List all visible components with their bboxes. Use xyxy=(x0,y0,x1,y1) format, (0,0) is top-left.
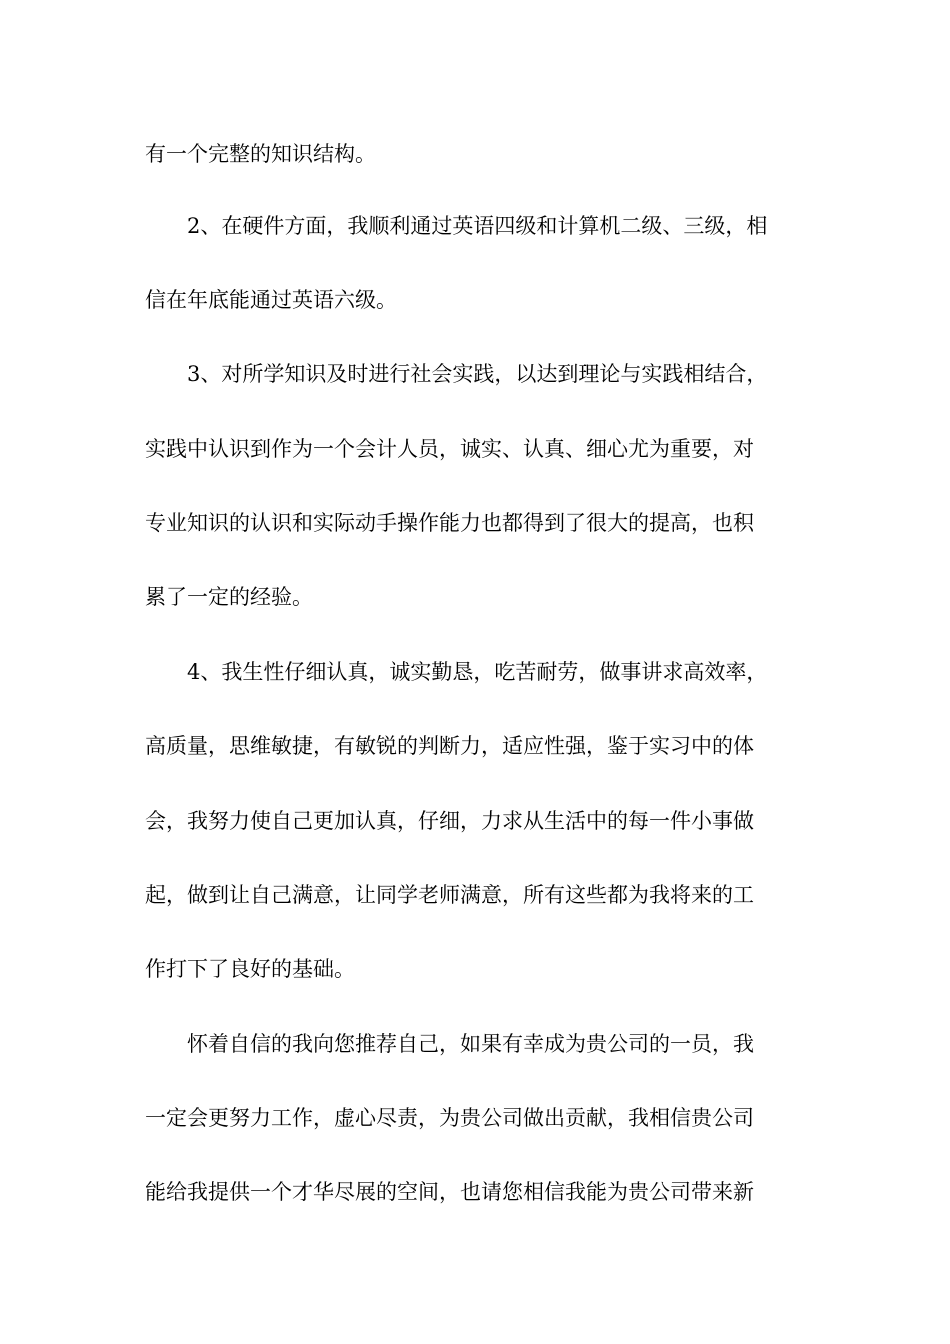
text-line-3: 信在年底能通过英语六级。 xyxy=(145,288,397,312)
text-line-14: 一定会更努力工作，虚心尽责，为贵公司做出贡献，我相信贵公司 xyxy=(145,1106,754,1130)
text-line-2: 2、在硬件方面，我顺利通过英语四级和计算机二级、三级，相 xyxy=(187,214,768,238)
text-line-15: 能给我提供一个才华尽展的空间，也请您相信我能为贵公司带来新 xyxy=(145,1180,754,1204)
text-line-8: 4、我生性仔细认真，诚实勤恳，吃苦耐劳，做事讲求高效率， xyxy=(187,660,768,684)
text-line-10: 会，我努力使自己更加认真，仔细，力求从生活中的每一件小事做 xyxy=(145,809,754,833)
text-line-9: 高质量，思维敏捷，有敏锐的判断力，适应性强，鉴于实习中的体 xyxy=(145,734,754,758)
text-line-12: 作打下了良好的基础。 xyxy=(145,957,355,981)
text-line-11: 起，做到让自己满意，让同学老师满意，所有这些都为我将来的工 xyxy=(145,883,754,907)
text-line-7: 累了一定的经验。 xyxy=(145,585,313,609)
text-line-5: 实践中认识到作为一个会计人员，诚实、认真、细心尤为重要，对 xyxy=(145,437,754,461)
text-line-6: 专业知识的认识和实际动手操作能力也都得到了很大的提高，也积 xyxy=(145,511,754,535)
text-line-1: 有一个完整的知识结构。 xyxy=(145,142,376,166)
text-line-4: 3、对所学知识及时进行社会实践，以达到理论与实践相结合， xyxy=(187,362,768,386)
text-line-13: 怀着自信的我向您推荐自己，如果有幸成为贵公司的一员，我 xyxy=(187,1032,754,1056)
